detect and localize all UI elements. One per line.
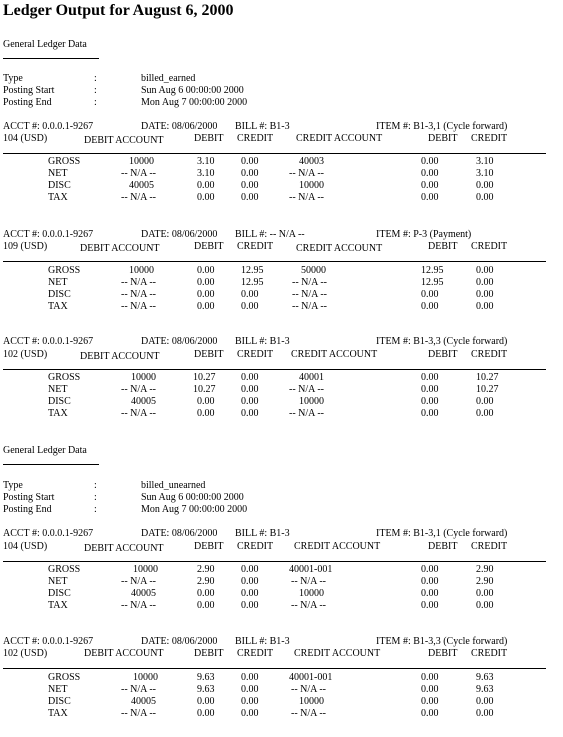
row-type: DISC (48, 696, 71, 707)
row-credit-account: 50000 (301, 265, 326, 276)
col-header-debit: DEBIT (194, 541, 224, 552)
header-rule (3, 261, 546, 262)
acct-id: 104 (USD) (3, 133, 48, 144)
row-credit: 10.27 (476, 384, 499, 395)
section-heading: General Ledger Data (3, 445, 87, 456)
row-credit: 0.00 (241, 696, 259, 707)
row-debit-account: -- N/A -- (121, 277, 156, 288)
row-debit: 9.63 (197, 672, 215, 683)
row-debit: 0.00 (421, 168, 439, 179)
meta-label: Type (3, 73, 23, 84)
row-debit: 0.00 (421, 301, 439, 312)
row-debit: 0.00 (421, 684, 439, 695)
row-credit-account: -- N/A -- (289, 384, 324, 395)
meta-label: Posting Start (3, 85, 55, 96)
row-credit: 0.00 (241, 408, 259, 419)
row-type: DISC (48, 588, 71, 599)
row-debit: 0.00 (421, 396, 439, 407)
col-header-debit: DEBIT (428, 648, 458, 659)
section-heading: General Ledger Data (3, 39, 87, 50)
row-debit: 0.00 (197, 696, 215, 707)
row-credit: 0.00 (476, 696, 494, 707)
row-debit-account: -- N/A -- (121, 408, 156, 419)
col-header-debit-account: DEBIT ACCOUNT (80, 351, 160, 362)
row-debit: 0.00 (421, 696, 439, 707)
section-underline (3, 464, 99, 465)
row-credit-account: 40001-001 (289, 672, 333, 683)
meta-sep: : (94, 492, 97, 503)
row-credit: 3.10 (476, 156, 494, 167)
row-credit: 0.00 (241, 588, 259, 599)
row-debit: 2.90 (197, 576, 215, 587)
row-type: NET (48, 576, 68, 587)
meta-sep: : (94, 504, 97, 515)
bill-number: BILL #: B1-3 (235, 636, 290, 647)
row-debit: 9.63 (197, 684, 215, 695)
row-debit: 0.00 (421, 576, 439, 587)
col-header-debit-account: DEBIT ACCOUNT (84, 648, 164, 659)
header-rule (3, 153, 546, 154)
col-header-credit-account: CREDIT ACCOUNT (294, 648, 381, 659)
col-header-credit: CREDIT (471, 541, 508, 552)
row-credit-account: 40003 (299, 156, 324, 167)
row-type: DISC (48, 396, 71, 407)
row-debit: 0.00 (421, 156, 439, 167)
meta-sep: : (94, 480, 97, 491)
row-debit: 10.27 (193, 384, 216, 395)
row-debit: 0.00 (197, 289, 215, 300)
row-credit: 2.90 (476, 564, 494, 575)
row-debit-account: 10000 (131, 372, 156, 383)
row-credit-account: -- N/A -- (292, 277, 327, 288)
row-credit: 0.00 (476, 301, 494, 312)
row-debit: 10.27 (193, 372, 216, 383)
meta-sep: : (94, 85, 97, 96)
row-debit: 0.00 (197, 265, 215, 276)
row-credit-account: -- N/A -- (291, 684, 326, 695)
row-credit: 0.00 (476, 192, 494, 203)
col-header-debit: DEBIT (194, 133, 224, 144)
row-debit-account: 10000 (133, 564, 158, 575)
row-debit-account: -- N/A -- (121, 600, 156, 611)
acct-number: ACCT #: 0.0.0.1-9267 (3, 528, 94, 539)
header-rule (3, 668, 546, 669)
acct-id: 102 (USD) (3, 648, 48, 659)
row-debit: 0.00 (421, 192, 439, 203)
row-credit: 9.63 (476, 672, 494, 683)
row-debit: 0.00 (421, 588, 439, 599)
col-header-credit-account: CREDIT ACCOUNT (294, 541, 381, 552)
row-type: GROSS (48, 672, 81, 683)
row-debit: 0.00 (197, 600, 215, 611)
row-credit-account: -- N/A -- (291, 576, 326, 587)
row-credit: 0.00 (241, 708, 259, 719)
row-debit: 0.00 (421, 600, 439, 611)
row-credit: 0.00 (476, 396, 494, 407)
row-credit: 0.00 (476, 708, 494, 719)
block-date: DATE: 08/06/2000 (141, 336, 218, 347)
row-debit: 0.00 (197, 396, 215, 407)
row-debit: 0.00 (197, 277, 215, 288)
col-header-debit: DEBIT (428, 349, 458, 360)
acct-number: ACCT #: 0.0.0.1-9267 (3, 336, 94, 347)
row-debit-account: 40005 (131, 396, 156, 407)
col-header-debit: DEBIT (194, 648, 224, 659)
row-debit-account: -- N/A -- (121, 708, 156, 719)
row-credit: 2.90 (476, 576, 494, 587)
col-header-debit: DEBIT (194, 349, 224, 360)
col-header-credit: CREDIT (237, 349, 274, 360)
acct-number: ACCT #: 0.0.0.1-9267 (3, 636, 94, 647)
row-credit: 0.00 (241, 289, 259, 300)
row-debit: 3.10 (197, 156, 215, 167)
row-credit-account: -- N/A -- (291, 600, 326, 611)
row-credit: 10.27 (476, 372, 499, 383)
row-debit: 0.00 (197, 180, 215, 191)
row-debit: 0.00 (421, 408, 439, 419)
col-header-debit: DEBIT (428, 133, 458, 144)
row-debit-account: 10000 (129, 156, 154, 167)
col-header-credit: CREDIT (237, 133, 274, 144)
item-number: ITEM #: B1-3,1 (Cycle forward) (376, 528, 508, 539)
row-debit-account: -- N/A -- (121, 192, 156, 203)
row-debit: 0.00 (421, 708, 439, 719)
row-credit-account: -- N/A -- (292, 301, 327, 312)
acct-number: ACCT #: 0.0.0.1-9267 (3, 229, 94, 240)
row-debit: 12.95 (421, 265, 444, 276)
bill-number: BILL #: B1-3 (235, 121, 290, 132)
row-credit: 0.00 (476, 408, 494, 419)
section-underline (3, 58, 99, 59)
row-debit: 0.00 (197, 301, 215, 312)
row-credit-account: 40001-001 (289, 564, 333, 575)
acct-id: 104 (USD) (3, 541, 48, 552)
block-date: DATE: 08/06/2000 (141, 121, 218, 132)
col-header-debit: DEBIT (428, 541, 458, 552)
block-date: DATE: 08/06/2000 (141, 229, 218, 240)
col-header-debit: DEBIT (428, 241, 458, 252)
row-type: DISC (48, 180, 71, 191)
row-debit: 0.00 (197, 408, 215, 419)
row-credit: 0.00 (241, 180, 259, 191)
col-header-credit: CREDIT (471, 133, 508, 144)
row-debit-account: 10000 (129, 265, 154, 276)
block-date: DATE: 08/06/2000 (141, 636, 218, 647)
row-credit: 0.00 (241, 672, 259, 683)
row-debit-account: -- N/A -- (121, 576, 156, 587)
row-debit: 0.00 (421, 372, 439, 383)
row-credit-account: 10000 (299, 396, 324, 407)
row-type: GROSS (48, 265, 81, 276)
row-type: TAX (48, 708, 68, 719)
row-credit: 0.00 (476, 600, 494, 611)
row-credit: 0.00 (241, 156, 259, 167)
col-header-credit: CREDIT (237, 541, 274, 552)
row-credit: 0.00 (241, 168, 259, 179)
row-debit: 2.90 (197, 564, 215, 575)
meta-value: billed_unearned (141, 480, 206, 491)
row-debit: 0.00 (421, 384, 439, 395)
col-header-credit: CREDIT (471, 648, 508, 659)
bill-number: BILL #: -- N/A -- (235, 229, 305, 240)
row-credit: 0.00 (476, 277, 494, 288)
row-credit-account: 10000 (299, 588, 324, 599)
row-credit-account: -- N/A -- (289, 192, 324, 203)
row-type: NET (48, 277, 68, 288)
row-credit: 0.00 (241, 600, 259, 611)
row-type: GROSS (48, 564, 81, 575)
row-type: GROSS (48, 156, 81, 167)
meta-value: Mon Aug 7 00:00:00 2000 (141, 97, 248, 108)
meta-label: Posting End (3, 97, 52, 108)
row-debit: 0.00 (421, 564, 439, 575)
row-debit: 0.00 (197, 588, 215, 599)
row-credit: 0.00 (241, 301, 259, 312)
row-type: TAX (48, 408, 68, 419)
meta-value: billed_earned (141, 73, 196, 84)
row-credit-account: -- N/A -- (292, 289, 327, 300)
meta-value: Mon Aug 7 00:00:00 2000 (141, 504, 248, 515)
row-credit-account: 10000 (299, 180, 324, 191)
row-debit-account: 40005 (131, 588, 156, 599)
row-debit-account: -- N/A -- (121, 684, 156, 695)
row-credit: 0.00 (241, 576, 259, 587)
item-number: ITEM #: B1-3,1 (Cycle forward) (376, 121, 508, 132)
col-header-credit: CREDIT (237, 648, 274, 659)
col-header-credit: CREDIT (471, 241, 508, 252)
row-credit: 12.95 (241, 277, 264, 288)
page-title: Ledger Output for August 6, 2000 (3, 2, 234, 19)
row-debit: 0.00 (421, 672, 439, 683)
row-debit-account: 10000 (133, 672, 158, 683)
row-debit-account: -- N/A -- (121, 384, 156, 395)
item-number: ITEM #: B1-3,3 (Cycle forward) (376, 636, 508, 647)
row-credit-account: -- N/A -- (289, 168, 324, 179)
row-credit-account: 40001 (299, 372, 324, 383)
col-header-debit-account: DEBIT ACCOUNT (84, 135, 164, 146)
row-type: NET (48, 384, 68, 395)
row-credit: 0.00 (241, 684, 259, 695)
meta-value: Sun Aug 6 00:00:00 2000 (141, 492, 244, 503)
row-debit: 0.00 (197, 708, 215, 719)
row-debit: 0.00 (421, 289, 439, 300)
row-credit: 9.63 (476, 684, 494, 695)
row-credit: 12.95 (241, 265, 264, 276)
row-debit: 12.95 (421, 277, 444, 288)
row-type: TAX (48, 192, 68, 203)
meta-sep: : (94, 73, 97, 84)
acct-id: 102 (USD) (3, 349, 48, 360)
row-debit: 0.00 (197, 192, 215, 203)
col-header-credit: CREDIT (237, 241, 274, 252)
meta-label: Posting Start (3, 492, 55, 503)
row-type: TAX (48, 301, 68, 312)
row-debit-account: -- N/A -- (121, 301, 156, 312)
meta-label: Posting End (3, 504, 52, 515)
col-header-debit-account: DEBIT ACCOUNT (84, 543, 164, 554)
col-header-credit-account: CREDIT ACCOUNT (291, 349, 378, 360)
row-credit: 0.00 (476, 289, 494, 300)
acct-id: 109 (USD) (3, 241, 48, 252)
row-credit-account: 10000 (299, 696, 324, 707)
item-number: ITEM #: P-3 (Payment) (376, 229, 472, 240)
row-type: NET (48, 684, 68, 695)
row-debit-account: 40005 (129, 180, 154, 191)
row-credit-account: -- N/A -- (291, 708, 326, 719)
row-debit-account: -- N/A -- (121, 168, 156, 179)
row-credit: 0.00 (476, 265, 494, 276)
acct-number: ACCT #: 0.0.0.1-9267 (3, 121, 94, 132)
row-credit: 3.10 (476, 168, 494, 179)
row-credit: 0.00 (241, 372, 259, 383)
col-header-credit-account: CREDIT ACCOUNT (296, 133, 383, 144)
col-header-debit: DEBIT (194, 241, 224, 252)
item-number: ITEM #: B1-3,3 (Cycle forward) (376, 336, 508, 347)
block-date: DATE: 08/06/2000 (141, 528, 218, 539)
row-credit: 0.00 (241, 192, 259, 203)
row-type: NET (48, 168, 68, 179)
meta-sep: : (94, 97, 97, 108)
row-credit: 0.00 (241, 396, 259, 407)
row-credit-account: -- N/A -- (289, 408, 324, 419)
meta-value: Sun Aug 6 00:00:00 2000 (141, 85, 244, 96)
header-rule (3, 561, 546, 562)
row-type: TAX (48, 600, 68, 611)
row-type: DISC (48, 289, 71, 300)
row-debit: 3.10 (197, 168, 215, 179)
col-header-debit-account: DEBIT ACCOUNT (80, 243, 160, 254)
row-credit: 0.00 (476, 180, 494, 191)
meta-label: Type (3, 480, 23, 491)
col-header-credit-account: CREDIT ACCOUNT (296, 243, 383, 254)
row-credit: 0.00 (241, 564, 259, 575)
bill-number: BILL #: B1-3 (235, 336, 290, 347)
row-debit: 0.00 (421, 180, 439, 191)
col-header-credit: CREDIT (471, 349, 508, 360)
row-credit: 0.00 (241, 384, 259, 395)
row-debit-account: -- N/A -- (121, 289, 156, 300)
row-debit-account: 40005 (131, 696, 156, 707)
bill-number: BILL #: B1-3 (235, 528, 290, 539)
row-type: GROSS (48, 372, 81, 383)
row-credit: 0.00 (476, 588, 494, 599)
header-rule (3, 369, 546, 370)
